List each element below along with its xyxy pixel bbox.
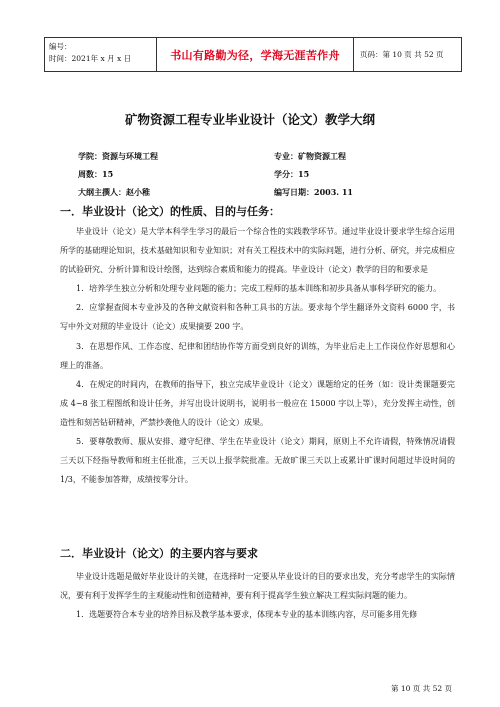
header-left-cell: [45, 38, 157, 71]
section-1-heading: 一．毕业设计（论文）的性质、目的与任务：: [60, 205, 280, 218]
meta-weeks: 周数：15: [78, 169, 114, 179]
meta-major: 专业：矿物资源工程: [274, 151, 346, 161]
list-item: 5．要尊敬教师、服从安排、遵守纪律、学生在毕业设计（论文）期间，原则上不允许请假，特殊情况请假三天以下经指导教师和班主任批准，三天以上报学院批准。无故旷课三天以上或累计旷课时间超过毕设时间的 1/3，不能参加答辩，成绩按零分计。: [60, 437, 455, 485]
header-page-info: 页码：第 10 页 共 52 页: [360, 50, 444, 59]
list-item: 2．应掌握查阅本专业涉及的各种文献资料和各种工具书的方法。要求每个学生翻译外文资料 6000 字，书写中外文对照的毕业设计（论文）成果摘要 200 字。: [60, 303, 455, 332]
syllabus-meta: [78, 147, 418, 201]
list-item: 1．培养学生独立分析和处理专业问题的能力；完成工程师的基本训练和初步具备从事科学研究的能力。: [76, 284, 442, 294]
serial-label: 编号：: [49, 42, 72, 51]
meta-college: 学院：资源与环境工程: [78, 151, 158, 161]
paragraph: 毕业设计（论文）是大学本科学生学习的最后一个综合性的实践教学环节。通过毕业设计要求学生综合运用所学的基础理论知识，技术基础知识和专业知识；对有关工程技术中的实际问题，进行分析、研究，并完成相应的试验研究、分析计算和设计绘图，达到综合素质和能力的提高。毕业设计（论文）教学的目的和要求是: [60, 227, 455, 275]
meta-date: 编写日期：2003. 11: [274, 187, 353, 197]
list-item: 4．在规定的时间内，在教师的指导下，独立完成毕业设计（论文）课题给定的任务（如：设计类课题要完成 4~8 张工程图纸和设计任务，并写出设计说明书，说明书一般应在 15000 字以上等），充分发挥主动性，创造性和刻苦钻研精神，严禁抄袭他人的设计（论文）成果。: [60, 379, 455, 427]
list-item: 1．选题要符合本专业的培养目标及教学基本要求，体现本专业的基本训练内容，尽可能多用先修: [76, 610, 418, 620]
section-1-body: [60, 222, 455, 489]
meta-credits: 学分：15: [274, 169, 310, 179]
section-2-body: [60, 567, 455, 624]
section-2-heading: 二．毕业设计（论文）的主要内容与要求: [60, 547, 258, 560]
list-item: 3．在思想作风、工作态度、纪律和团结协作等方面受到良好的训练，为毕业后走上工作岗位作好思想和心理上的准备。: [60, 341, 455, 370]
header-motto: 书山有路勤为径，学海无涯苦作舟: [157, 38, 354, 71]
paragraph: 毕业设计选题是做好毕业设计的关键，在选择时一定要从毕业设计的目的要求出发，充分考虑学生的实际情况，要有利于发挥学生的主观能动性和创造精神，要有利于提高学生独立解决工程实际问题的能力。: [60, 572, 455, 601]
page-header-box: [44, 37, 462, 72]
page-footer: 第 10 页 共 52 页: [390, 684, 452, 693]
time-label: 时间：2021年 x 月 x 日: [49, 54, 132, 63]
document-title: 矿物资源工程专业毕业设计（论文）教学大纲: [124, 112, 375, 127]
meta-author: 大纲主撰人：赵小稚: [78, 187, 150, 197]
